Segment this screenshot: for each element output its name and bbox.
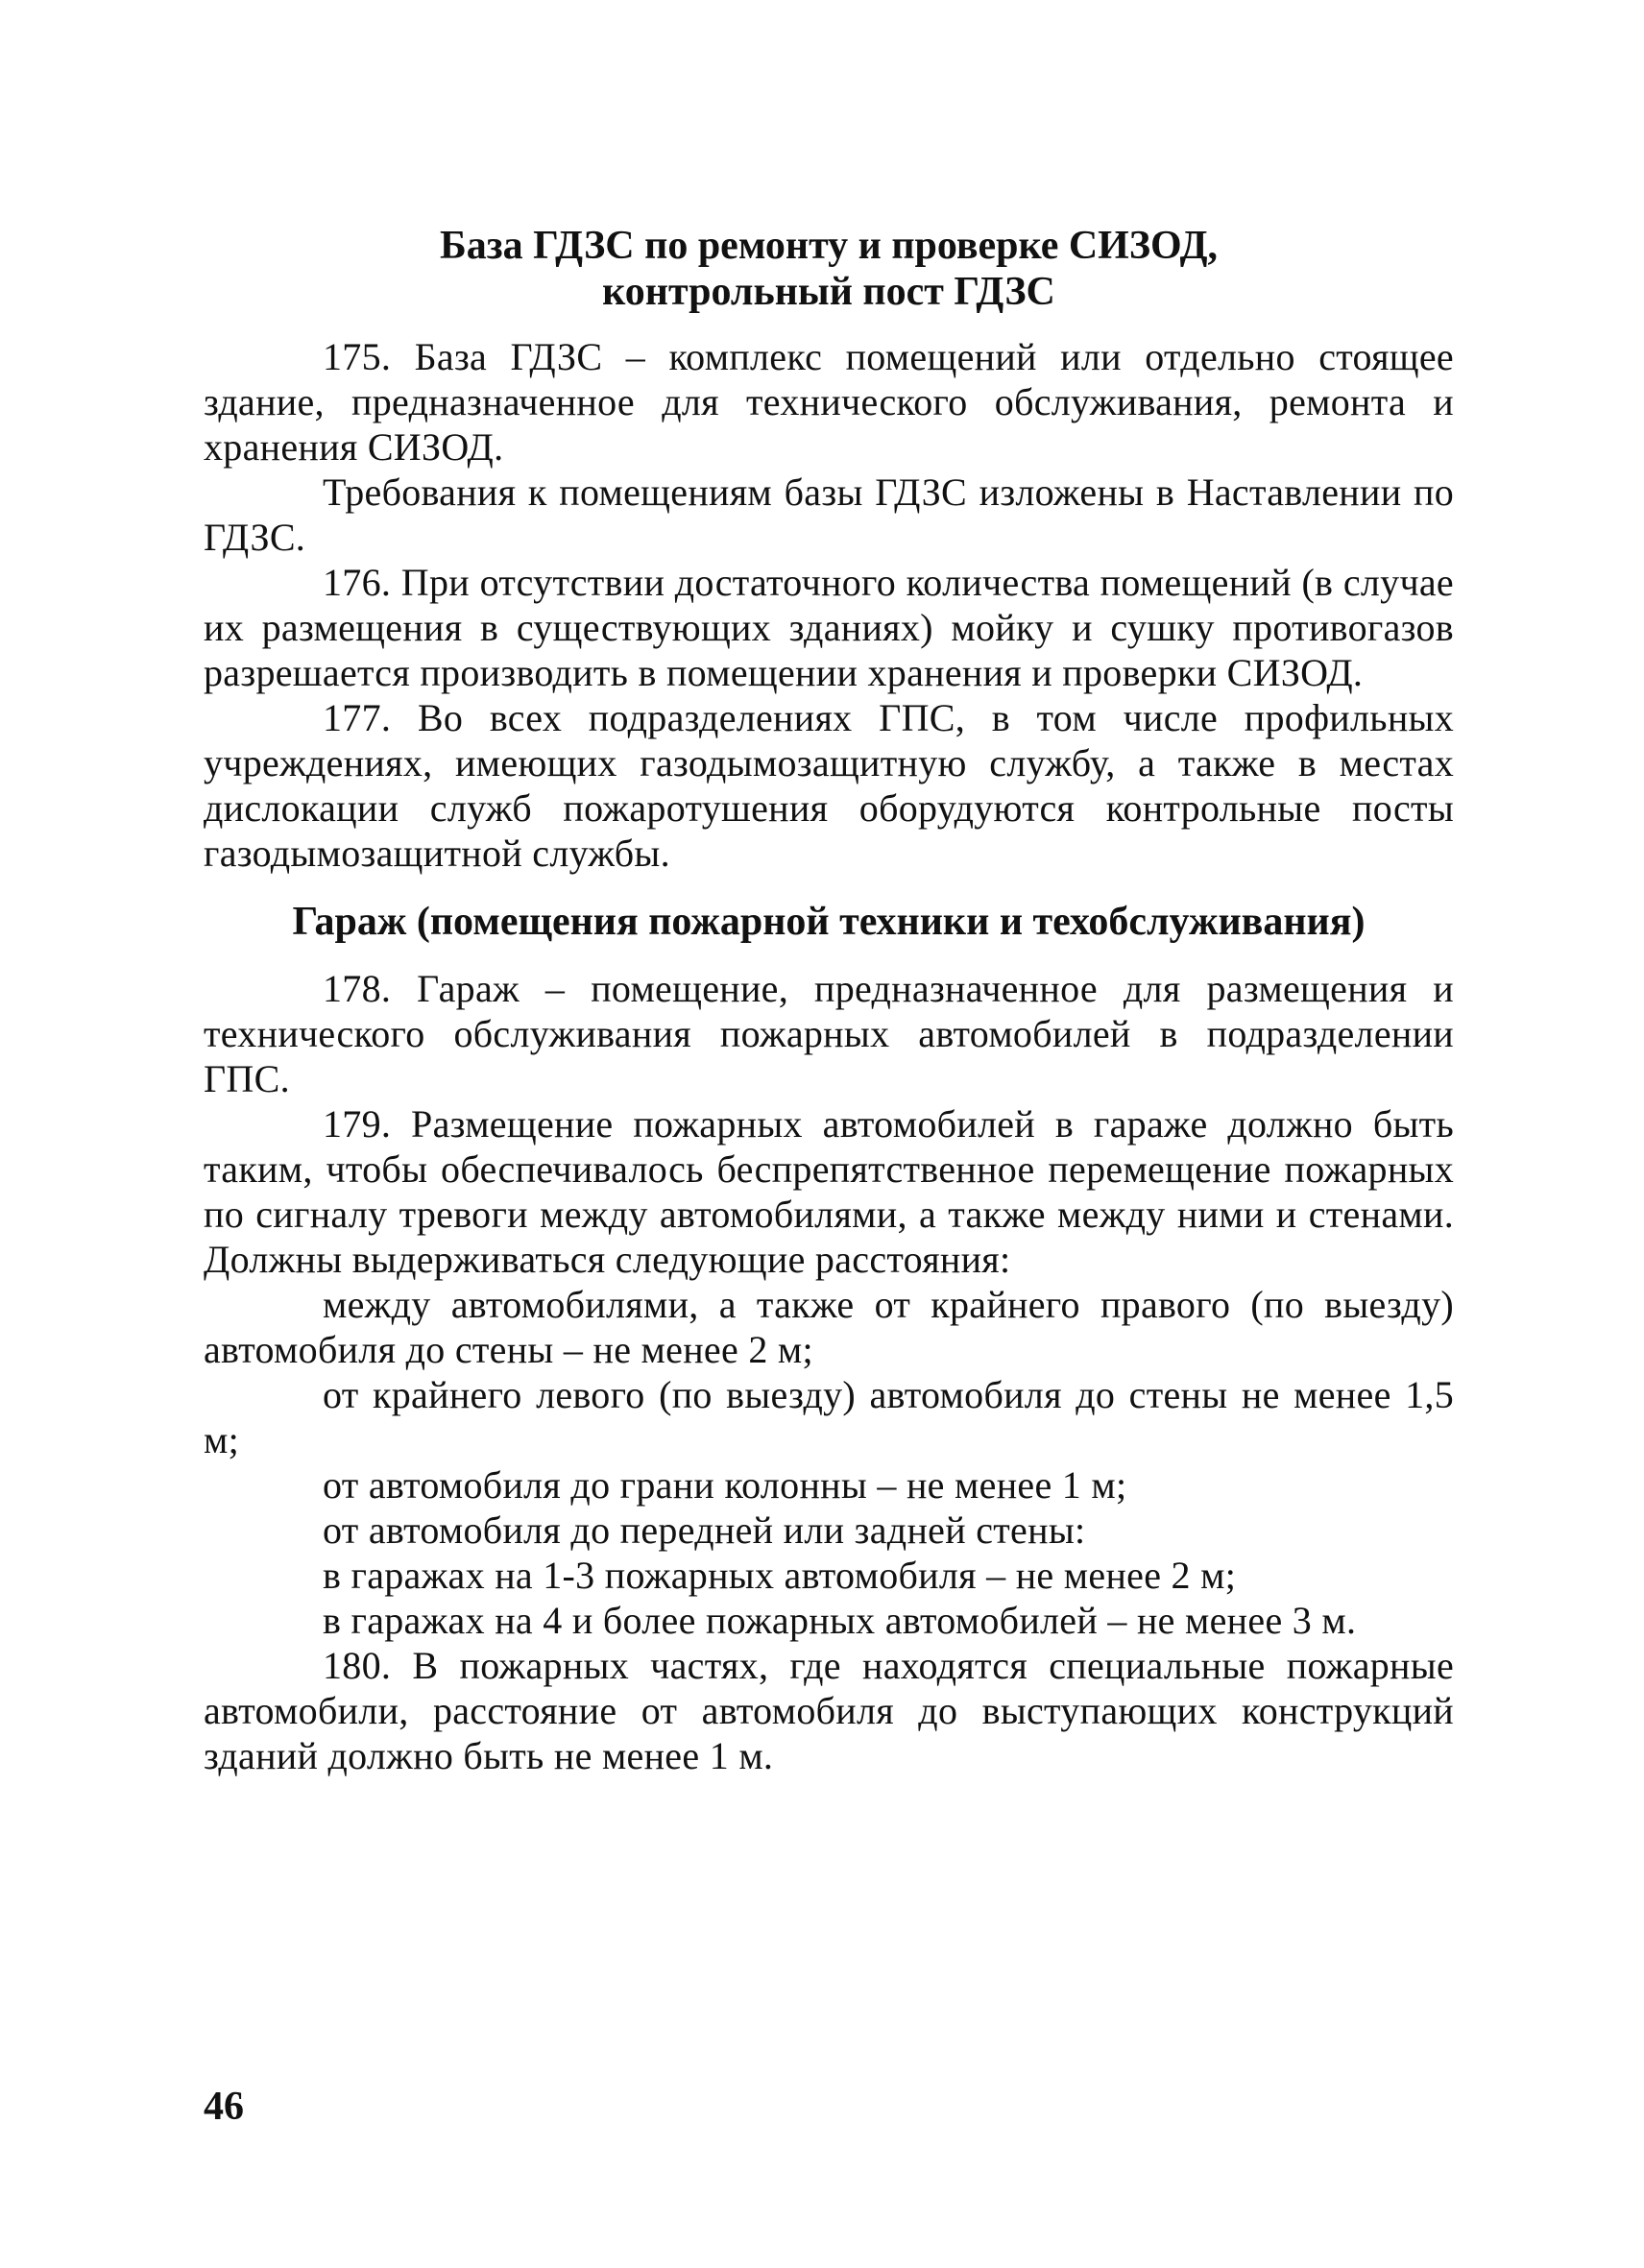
paragraph-177: 177. Во всех подразделениях ГПС, в том числе профильных учреждениях, имеющих газодымозащитную службу, а также в местах дислокации служб пожаротушения оборудуются контрольные посты газодымозащитной службы. (204, 696, 1454, 875)
paragraph-180: 180. В пожарных частях, где находятся специальные пожарные автомобили, расстояние от автомобиля до выступающих конструкций зданий должно быть не менее 1 м. (204, 1644, 1454, 1777)
section-heading-garage: Гараж (помещения пожарной техники и техобслуживания) (292, 900, 1366, 944)
distance-item-large-garage: в гаражах на 4 и более пожарных автомобилей – не менее 3 м. (323, 1599, 1357, 1642)
distance-item-front-rear-wall: от автомобиля до передней или задней стены: (323, 1508, 1086, 1552)
heading-line-2: контрольный пост ГДЗС (602, 270, 1055, 314)
distance-item-column: от автомобиля до грани колонны – не менее 1 м; (323, 1463, 1127, 1507)
distance-item-between-vehicles: между автомобилями, а также от крайнего правого (по выезду) автомобиля до стены – не менее 2 м; (204, 1283, 1454, 1371)
paragraph-178: 178. Гараж – помещение, предназначенное для размещения и технического обслуживания пожарных автомобилей в подразделении ГПС. (204, 967, 1454, 1100)
distance-item-small-garage: в гаражах на 1-3 пожарных автомобиля – не менее 2 м; (323, 1554, 1237, 1597)
heading-line-1: База ГДЗС по ремонту и проверке СИЗОД, (440, 224, 1218, 268)
paragraph-176: 176. При отсутствии достаточного количества помещений (в случае их размещения в существующих зданиях) мойку и сушку противогазов разрешается производить в помещении хранения и проверки СИЗОД. (204, 561, 1454, 694)
section-heading-gdzs-base (204, 223, 1454, 315)
page-number: 46 (204, 2085, 244, 2129)
document-page (204, 223, 1454, 1778)
distance-item-left-wall: от крайнего левого (по выезду) автомобиля до стены не менее 1,5 м; (204, 1373, 1454, 1461)
paragraph-175: 175. База ГДЗС – комплекс помещений или отдельно стоящее здание, предназначенное для технического обслуживания, ремонта и хранения СИЗОД. (204, 335, 1454, 469)
paragraph-179: 179. Размещение пожарных автомобилей в гараже должно быть таким, чтобы обеспечивалось беспрепятственное перемещение пожарных по сигналу тревоги между автомобилями, а также между ними и стенами. Должны выдерживаться следующие расстояния: (204, 1102, 1454, 1281)
paragraph-175-requirements: Требования к помещениям базы ГДЗС изложены в Наставлении по ГДЗС. (204, 470, 1454, 559)
